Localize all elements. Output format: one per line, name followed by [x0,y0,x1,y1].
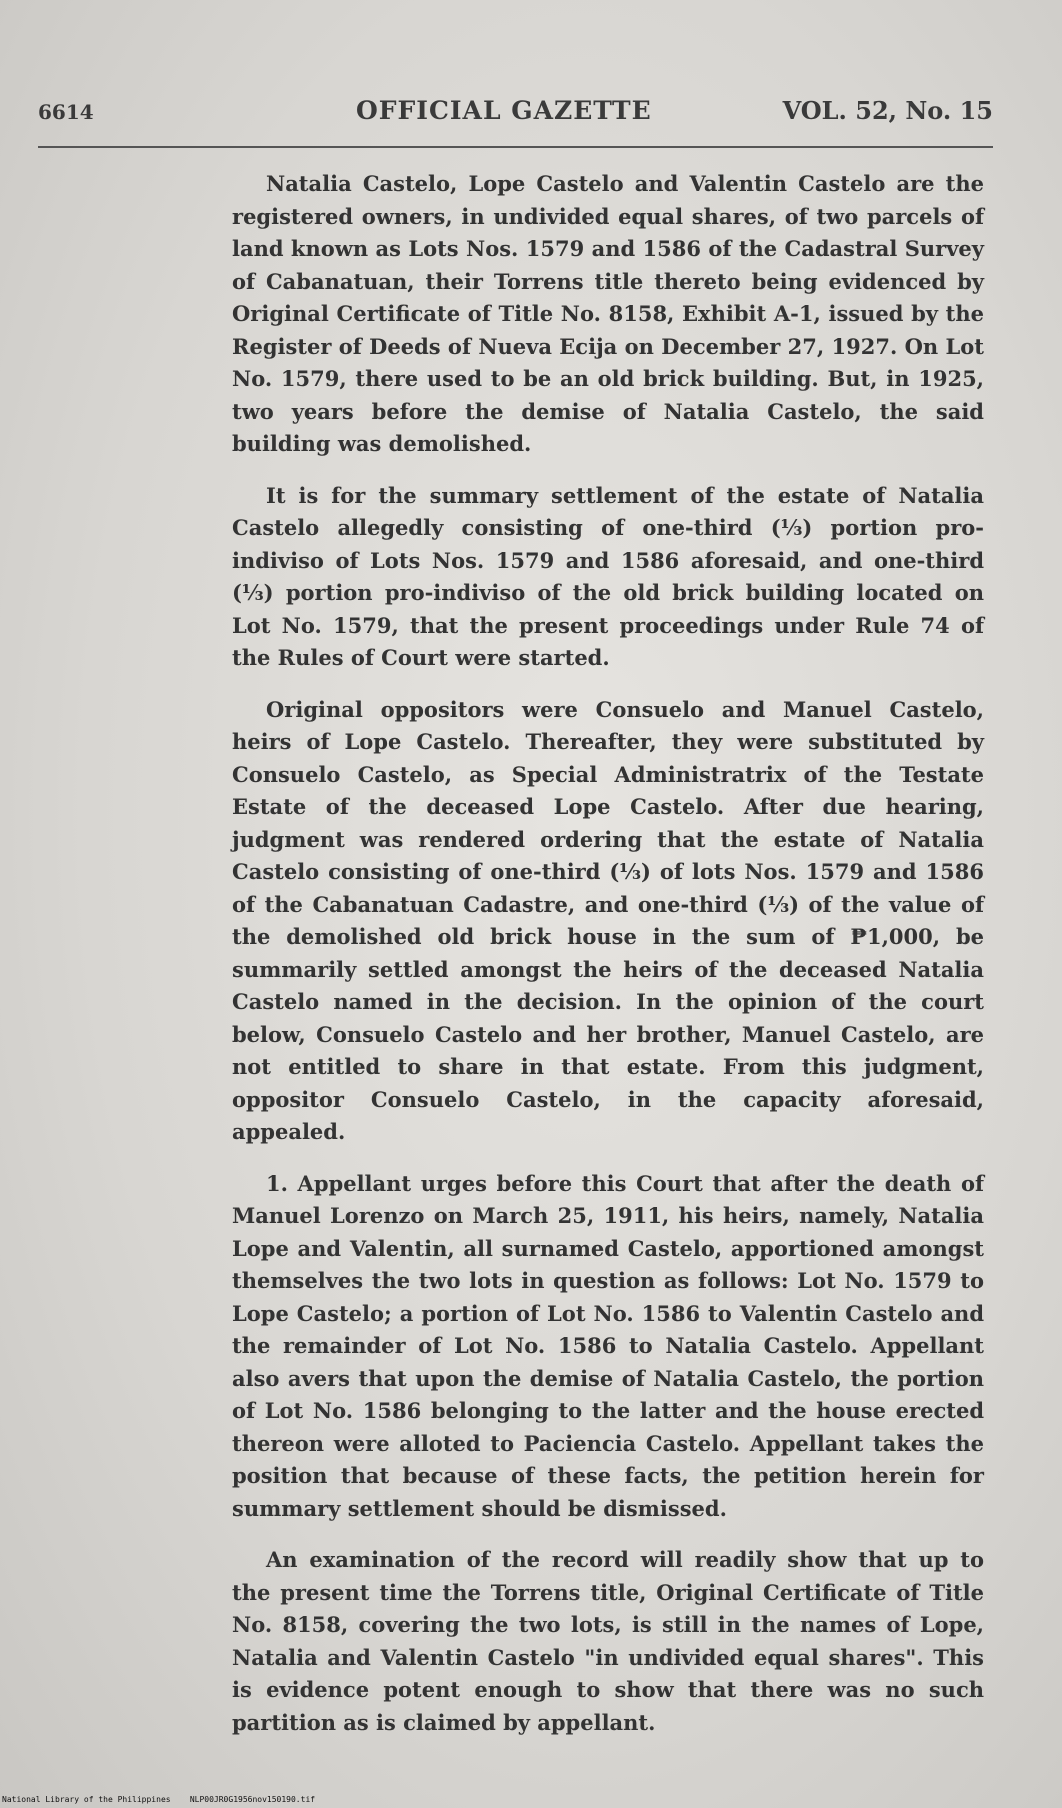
scan-footer [2,1795,315,1804]
page-number: 6614 [38,100,94,124]
body-text [232,168,984,1758]
page-header [38,96,993,136]
footer-source: National Library of the Philippines [2,1795,171,1804]
paragraph-1: Natalia Castelo, Lope Castelo and Valentin Castelo are the registered owners, in undivided equal shares, of two parcels of land known as Lots Nos. 1579 and 1586 of the Cadastral Survey of Cabanatuan, their Torrens title thereto being evidenced by Original Certificate of Title No. 8158, Exhibit A-1, issued by the Register of Deeds of Nueva Ecija on December 27, 1927. On Lot No. 1579, there used to be an old brick building. But, in 1925, two years before the demise of Natalia Castelo, the said building was demolished. [232,171,984,456]
paragraph-2: It is for the summary settlement of the estate of Natalia Castelo allegedly consisting of one-third (⅓) portion pro-indiviso of Lots Nos. 1579 and 1586 aforesaid, and one-third (⅓) portion pro-indiviso of the old brick building located on Lot No. 1579, that the present proceedings under Rule 74 of the Rules of Court were started. [232,482,984,670]
footer-file: NLP00JR0G1956nov150190.tif [189,1795,316,1804]
gazette-title: OFFICIAL GAZETTE [356,96,652,125]
paragraph-3: Original oppositors were Consuelo and Manuel Castelo, heirs of Lope Castelo. Thereafter, they were substituted by Consuelo Castelo, as Special Administratrix of the Testate Estate of the deceased Lope Castelo. After due hearing, judgment was rendered ordering that the estate of Natalia Castelo consisting of one-third (⅓) of lots Nos. 1579 and 1586 of the Cabanatuan Cadastre, and one-third (⅓) of the value of the demolished old brick house in the sum of ₱1,000, be summarily settled amongst the heirs of the deceased Natalia Castelo named in the decision. In the opinion of the court below, Consuelo Castelo and her brother, Manuel Castelo, are not entitled to share in that estate. From this judgment, oppositor Consuelo Castelo, in the capacity aforesaid, appealed. [232,696,984,1144]
volume-number: VOL. 52, No. 15 [782,96,993,125]
paragraph-4: 1. Appellant urges before this Court that after the death of Manuel Lorenzo on March 25, 1911, his heirs, namely, Natalia Lope and Valentin, all surnamed Castelo, apportioned amongst themselves the two lots in question as follows: Lot No. 1579 to Lope Castelo; a portion of Lot No. 1586 to Valentin Castelo and the remainder of Lot No. 1586 to Natalia Castelo. Appellant also avers that upon the demise of Natalia Castelo, the portion of Lot No. 1586 belonging to the latter and the house erected thereon were alloted to Paciencia Castelo. Appellant takes the position that because of these facts, the petition herein for summary settlement should be dismissed. [232,1170,984,1521]
paragraph-5: An examination of the record will readily show that up to the present time the Torrens title, Original Certificate of Title No. 8158, covering the two lots, is still in the names of Lope, Natalia and Valentin Castelo "in undivided equal shares". This is evidence potent enough to show that there was no such partition as is claimed by appellant. [232,1547,984,1735]
header-rule [38,146,993,148]
